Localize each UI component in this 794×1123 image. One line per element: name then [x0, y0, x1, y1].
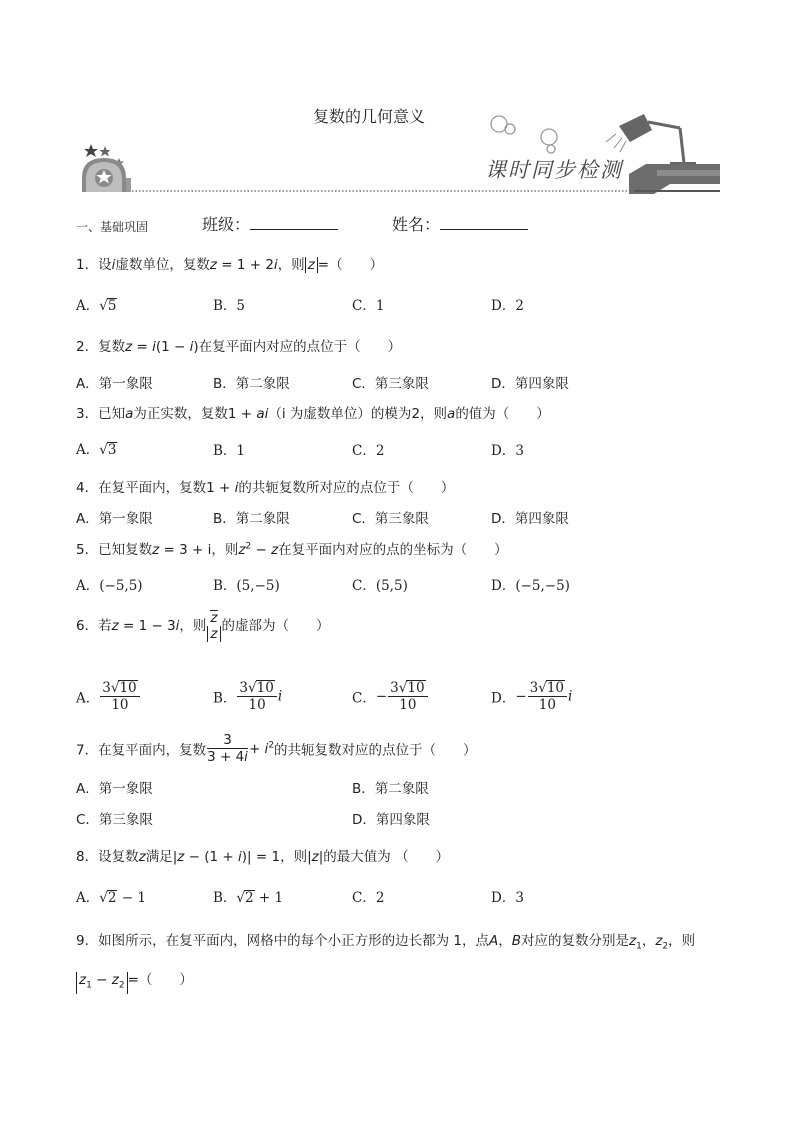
question-6: 6．若z = 1 − 3i，则 z z 的虚部为（ ）	[76, 610, 330, 642]
q2-option-a[interactable]: A．第一象限	[76, 376, 153, 392]
q4-option-d[interactable]: D．第四象限	[491, 511, 569, 527]
question-7: 7．在复平面内，复数 $\frac{3}{3 + 4i}$ + $i^2$的共轭复数对应的点位于（ ）	[76, 732, 477, 765]
name-field[interactable]	[392, 212, 528, 235]
q6-option-a[interactable]: A． $\frac{3√10}{10}$	[76, 680, 141, 713]
q2-option-c[interactable]: C．第三象限	[352, 376, 429, 392]
q3-option-c[interactable]: C．2	[352, 443, 385, 459]
question-5: 5．已知复数z = 3 + i，则$z^2 - z$在复平面内对应的点的坐标为（ ）	[76, 541, 508, 558]
header-banner	[74, 108, 724, 196]
question-4: 4．在复平面内，复数1 + i的共轭复数所对应的点位于（ ）	[76, 480, 455, 496]
bubble-icon	[547, 145, 555, 153]
class-label: 班级：	[202, 215, 251, 234]
q3-option-a[interactable]: A．√3	[76, 442, 117, 458]
q8-option-c[interactable]: C．2	[352, 890, 385, 906]
bubble-icon	[541, 129, 557, 145]
question-2: 2．复数z = i(1 − i)在复平面内对应的点位于（ ）	[76, 339, 402, 355]
q7-option-c[interactable]: C．第三象限	[76, 812, 153, 828]
q8-option-b[interactable]: B．√2 + 1	[213, 890, 284, 906]
q3-option-b[interactable]: B．1	[213, 443, 246, 459]
name-blank[interactable]	[440, 215, 528, 230]
q5-option-a[interactable]: A．(−5,5)	[76, 578, 143, 594]
q1-option-c[interactable]: C．1	[352, 298, 385, 314]
q6-option-d[interactable]: D．− $\frac{3√10}{10}$ i	[491, 680, 573, 713]
q8-option-a[interactable]: A．√2 − 1	[76, 890, 146, 906]
q8-option-d[interactable]: D．3	[491, 890, 524, 906]
question-8: 8．设复数z满足|z − (1 + i)| = 1，则|z|的最大值为 （ ）	[76, 849, 450, 865]
q7-option-d[interactable]: D．第四象限	[352, 812, 430, 828]
q4-option-a[interactable]: A．第一象限	[76, 511, 153, 527]
page-title: 复数的几何意义	[313, 107, 426, 126]
q4-option-b[interactable]: B．第二象限	[213, 511, 290, 527]
q4-option-c[interactable]: C．第三象限	[352, 511, 429, 527]
q6-option-c[interactable]: C．− $\frac{3√10}{10}$	[352, 680, 429, 713]
banner-text: 课时同步检测	[485, 158, 623, 182]
class-blank[interactable]	[250, 215, 338, 230]
question-1: 1．设i虚数单位，复数z = 1 + 2i，则 z =（ ）	[76, 257, 384, 273]
q6-option-b[interactable]: B． $\frac{3√10}{10}$ i	[213, 680, 283, 713]
q1-option-b[interactable]: B．5	[213, 298, 246, 314]
name-label: 姓名：	[392, 215, 441, 234]
q1-option-d[interactable]: D．2	[491, 298, 524, 314]
q5-option-b[interactable]: B．(5,−5)	[213, 578, 280, 594]
class-field[interactable]	[202, 212, 338, 235]
star-icon	[84, 144, 98, 157]
q2-option-d[interactable]: D．第四象限	[491, 376, 569, 392]
q5-option-c[interactable]: C．(5,5)	[352, 578, 408, 594]
q2-option-b[interactable]: B．第二象限	[213, 376, 290, 392]
q7-option-a[interactable]: A．第一象限	[76, 781, 153, 797]
q5-option-d[interactable]: D．(−5,−5)	[491, 578, 570, 594]
star-icon	[100, 146, 111, 157]
question-9-line-2: $z_1 - z_2$ =（ ）	[76, 968, 193, 994]
question-3: 3．已知a为正实数，复数1 + ai（i 为虚数单位）的模为2，则a的值为（ ）	[76, 406, 550, 422]
section-heading: 一、基础巩固	[76, 220, 149, 234]
q7-option-b[interactable]: B．第二象限	[352, 781, 429, 797]
question-9: 9．如图所示，在复平面内，网格中的每个小正方形的边长都为 1，点A，B对应的复数分别是$z_1$，$z_2$，则	[76, 933, 696, 952]
q1-option-a[interactable]: A．√5	[76, 298, 117, 314]
q3-option-d[interactable]: D．3	[491, 443, 524, 459]
bubble-icon	[505, 124, 515, 134]
